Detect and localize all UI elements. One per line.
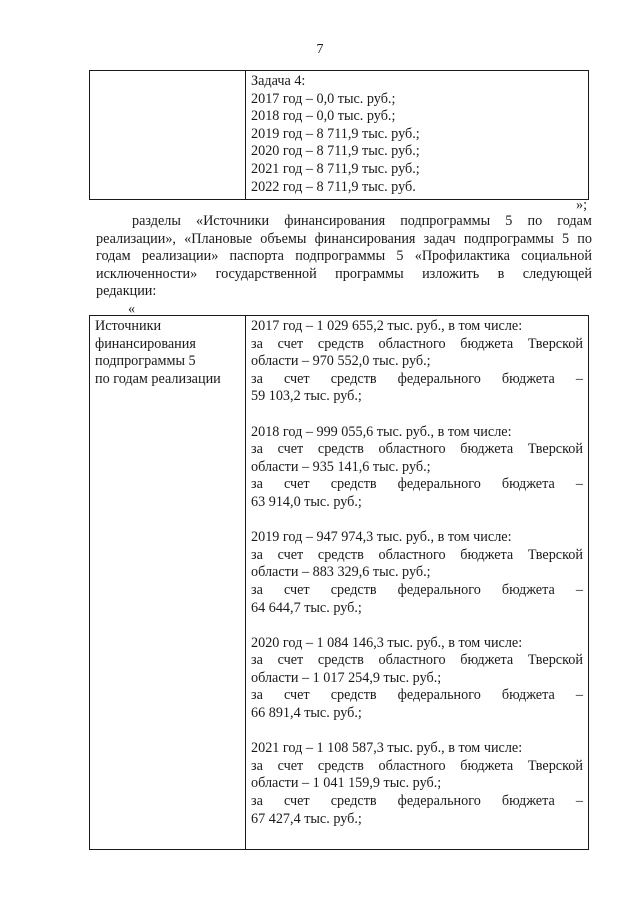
word: 5 (396, 248, 404, 264)
regional-budget-amount: области – 935 141,6 тыс. руб.; (251, 458, 431, 475)
word: средств (317, 757, 364, 774)
word: редакции: (96, 283, 157, 299)
task-4-year-line: 2017 год – 0,0 тыс. руб.; (251, 90, 396, 107)
table-row (90, 316, 589, 850)
word: задач (423, 230, 456, 247)
word: федерального (397, 687, 481, 704)
word: бюджета (501, 687, 555, 704)
word: средств (317, 441, 364, 458)
paragraph-line (96, 213, 592, 231)
year-block-2021 (251, 740, 583, 828)
word: бюджета (501, 370, 555, 387)
word: счет (277, 652, 304, 669)
word: областного (378, 335, 446, 352)
amendment-paragraph (96, 213, 592, 301)
word: за (251, 476, 263, 493)
paragraph-line (96, 283, 592, 301)
word: областного (378, 441, 446, 458)
label-line: финансирования (95, 335, 196, 352)
year-block-2019 (251, 529, 583, 617)
regional-budget-amount: области – 970 552,0 тыс. руб.; (251, 353, 431, 370)
regional-budget-amount: области – 1 017 254,9 тыс. руб.; (251, 669, 442, 686)
table-row (90, 71, 589, 200)
page-number: 7 (316, 42, 324, 57)
word: Тверской (527, 441, 583, 458)
paragraph-line (96, 248, 592, 266)
federal-budget-amount: 63 914,0 тыс. руб.; (251, 493, 362, 510)
word: государственной (215, 265, 317, 282)
opening-quote: « (128, 301, 136, 317)
word: 5 (505, 213, 513, 229)
word: за (251, 546, 263, 563)
word: за (251, 687, 263, 704)
word: федерального (397, 370, 481, 387)
word: исключенности» (96, 265, 198, 282)
word: счет (277, 335, 304, 352)
regional-budget-line (251, 652, 583, 670)
word: федерального (397, 581, 481, 598)
word: бюджета (460, 652, 514, 669)
word: бюджета (460, 335, 514, 352)
word: 5 (562, 230, 570, 247)
task-4-year-line: 2018 год – 0,0 тыс. руб.; (251, 108, 396, 125)
word: средств (330, 793, 377, 810)
word: средств (317, 335, 364, 352)
federal-budget-line (251, 476, 583, 494)
word: областного (378, 652, 446, 669)
table-right-cell (246, 71, 589, 200)
paragraph-line (96, 266, 592, 284)
word: – (575, 793, 583, 810)
word: областного (378, 757, 446, 774)
word: Тверской (527, 652, 583, 669)
task-4-year-line: 2020 год – 8 711,9 тыс. руб.; (251, 143, 420, 160)
word: средств (317, 652, 364, 669)
financing-details-cell (246, 316, 589, 850)
word: финансирования (284, 213, 386, 229)
word: годам (557, 213, 592, 229)
word: паспорта (229, 248, 284, 264)
word: Тверской (527, 335, 583, 352)
label-line: по годам реализации (95, 370, 221, 387)
word: бюджета (460, 546, 514, 563)
label-line: подпрограммы 5 (95, 353, 196, 370)
task-4-year-line: 2021 год – 8 711,9 тыс. руб.; (251, 160, 420, 177)
word: счет (283, 370, 310, 387)
word: социальной (521, 248, 592, 264)
word: подпрограммы (463, 230, 554, 247)
word: за (251, 370, 263, 387)
word: подпрограммы (295, 248, 386, 264)
year-total: 2017 год – 1 029 655,2 тыс. руб., в том числе: (251, 318, 523, 334)
federal-budget-line (251, 687, 583, 705)
financing-sources-table (89, 315, 589, 850)
word: годам (96, 248, 131, 264)
year-block-2018 (251, 424, 583, 512)
federal-budget-line (251, 371, 583, 389)
word: по (527, 213, 543, 229)
word: следующей (522, 265, 592, 282)
federal-budget-amount: 59 103,2 тыс. руб.; (251, 388, 362, 405)
word: изложить (422, 265, 480, 282)
table-left-cell (90, 71, 246, 200)
regional-budget-line (251, 441, 583, 459)
year-total: 2018 год – 999 055,6 тыс. руб., в том числе: (251, 423, 512, 440)
word: бюджета (501, 581, 555, 598)
word: средств (317, 546, 364, 563)
year-total: 2021 год – 1 108 587,3 тыс. руб., в том числе: (251, 740, 523, 757)
federal-budget-amount: 67 427,4 тыс. руб.; (251, 810, 362, 827)
federal-budget-amount: 66 891,4 тыс. руб.; (251, 705, 362, 722)
regional-budget-line (251, 758, 583, 776)
word: разделы (132, 213, 181, 229)
word: средств (330, 687, 377, 704)
word: федерального (397, 476, 481, 493)
label-line: Источники (95, 318, 162, 334)
word: «Источники (195, 213, 270, 229)
task-4-table (89, 70, 589, 200)
word: за (251, 757, 263, 774)
federal-budget-line (251, 793, 583, 811)
word: реализации» (141, 248, 219, 264)
year-block-2017 (251, 318, 583, 406)
word: Тверской (527, 757, 583, 774)
regional-budget-amount: области – 883 329,6 тыс. руб.; (251, 564, 431, 581)
word: счет (283, 476, 310, 493)
word: программы (335, 265, 404, 282)
year-total: 2020 год – 1 084 146,3 тыс. руб., в том числе: (251, 634, 523, 651)
word: бюджета (501, 476, 555, 493)
task-4-heading: Задача 4: (251, 73, 306, 89)
word: – (575, 581, 583, 598)
word: счет (277, 757, 304, 774)
word: федерального (397, 793, 481, 810)
word: за (251, 441, 263, 458)
paragraph-line (96, 231, 592, 249)
word: реализации», (96, 230, 176, 247)
word: бюджета (460, 757, 514, 774)
task-4-year-line: 2019 год – 8 711,9 тыс. руб.; (251, 125, 420, 142)
word: областного (378, 546, 446, 563)
word: средств (330, 476, 377, 493)
regional-budget-line (251, 336, 583, 354)
word: за (251, 581, 263, 598)
federal-budget-line (251, 582, 583, 600)
word: объемы (260, 230, 307, 247)
word: бюджета (460, 441, 514, 458)
word: за (251, 793, 263, 810)
word: подпрограммы (400, 213, 491, 229)
regional-budget-amount: области – 1 041 159,9 тыс. руб.; (251, 775, 442, 792)
task-4-year-line: 2022 год – 8 711,9 тыс. руб. (251, 178, 416, 195)
regional-budget-line (251, 547, 583, 565)
word: – (575, 687, 583, 704)
word: – (575, 370, 583, 387)
word: бюджета (501, 793, 555, 810)
federal-budget-amount: 64 644,7 тыс. руб.; (251, 599, 362, 616)
word: «Плановые (184, 230, 253, 247)
word: в (497, 265, 505, 282)
word: средств (330, 581, 377, 598)
word: счет (283, 793, 310, 810)
word: «Профилактика (414, 248, 510, 264)
word: за (251, 335, 263, 352)
word: счет (277, 546, 304, 563)
financing-sources-label-cell (90, 316, 246, 850)
word: средств (330, 370, 377, 387)
word: счет (277, 441, 304, 458)
word: счет (283, 581, 310, 598)
word: по (577, 230, 592, 247)
word: за (251, 652, 263, 669)
year-total: 2019 год – 947 974,3 тыс. руб., в том числе: (251, 529, 512, 546)
word: Тверской (527, 546, 583, 563)
closing-quote: »; (576, 197, 588, 213)
word: счет (283, 687, 310, 704)
word: финансирования (314, 230, 416, 247)
year-block-2020 (251, 635, 583, 723)
word: – (575, 476, 583, 493)
